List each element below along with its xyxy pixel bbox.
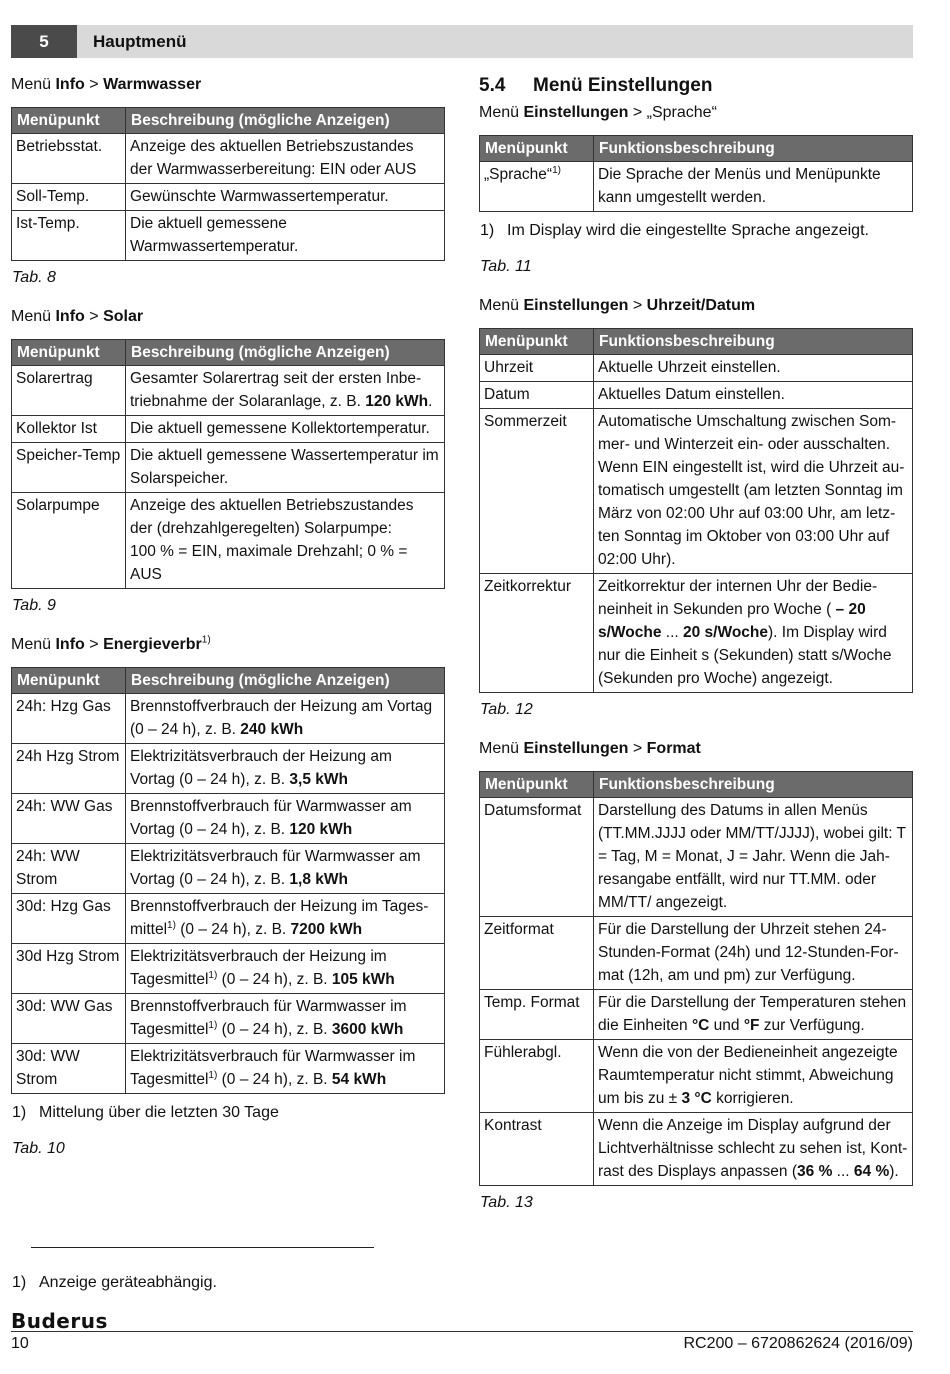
table-header-row [480, 329, 913, 355]
desc-value: 3600 kWh [331, 1021, 404, 1038]
table-row [480, 162, 913, 212]
menu-path-solar [11, 305, 445, 329]
col-header-menuepunkt: Menüpunkt [480, 329, 594, 355]
table-row [480, 574, 913, 693]
path-item: Warmwasser [103, 76, 202, 93]
desc-value: 36 % [797, 1163, 833, 1180]
desc-tail: ). Im Display wird nur die Einheit s (Sekunden) statt s/Woche (Sekunden pro Woche) angezeigt. [598, 624, 892, 687]
row-name: Speicher-Temp [12, 443, 126, 493]
row-desc [594, 574, 913, 693]
desc-value: 3 °C [681, 1090, 712, 1107]
table-row [480, 917, 913, 990]
table-row [12, 416, 445, 443]
table-header-row [480, 136, 913, 162]
footnote-marker: 1) [208, 1019, 218, 1031]
desc-text-b: (0 – 24 h), z. B. [217, 1021, 332, 1038]
table-row [480, 1040, 913, 1113]
footnote-number: 1) [12, 1274, 27, 1291]
path-separator: > [89, 308, 99, 325]
path-prefix: Menü [479, 104, 520, 121]
footnote-marker: 1) [208, 969, 218, 981]
desc-text: Brennstoffverbrauch für Warmwasser am Vortag (0 – 24 h), z. B. [130, 798, 412, 838]
table-caption: Tab. 8 [12, 269, 56, 286]
row-name: Soll-Temp. [12, 184, 126, 211]
section-heading [479, 73, 913, 99]
desc-text: Brennstoffverbrauch für Warmwasser im Tagesmittel [130, 998, 407, 1038]
desc-value: °C [691, 1017, 710, 1034]
desc-text: Brennstoffverbrauch der Heizung im Tagesmittel [130, 898, 429, 938]
footnote-marker: 1) [201, 634, 211, 646]
table-caption: Tab. 12 [480, 701, 533, 718]
row-name [480, 162, 594, 212]
row-name: 30d: WW Strom [12, 1044, 126, 1094]
desc-value-2: 20 s/Woche [683, 624, 769, 641]
table-caption: Tab. 13 [480, 1194, 533, 1211]
desc-text: Elektrizitätsverbrauch für Warmwasser im Tagesmittel [130, 1048, 416, 1088]
row-desc [594, 1040, 913, 1113]
row-name: Zeitformat [480, 917, 594, 990]
section-number: 5.4 [479, 75, 506, 96]
row-desc: Darstellung des Datums in allen Menüs (TT.MM.JJJJ oder MM/TT/JJJJ), wobei gilt: T = Tag, M = Monat, J = Jahr. Wenn die Jahresangabe entfällt, wird nur TT.MM. oder MM/TT/ angezeigt. [594, 798, 913, 917]
table-row [12, 944, 445, 994]
row-name: 24h: WW Strom [12, 844, 126, 894]
table-caption: Tab. 9 [12, 597, 56, 614]
row-desc: Gewünschte Warmwassertemperatur. [126, 184, 445, 211]
col-header-menuepunkt: Menüpunkt [480, 136, 594, 162]
table-footnote [480, 220, 913, 242]
col-header-beschreibung: Beschreibung (mögliche Anzeigen) [126, 108, 445, 134]
table-row [480, 382, 913, 409]
desc-text: Wenn die Anzeige im Display aufgrund der Lichtverhältnisse schlecht zu sehen ist, Kontrast des Displays anpassen ( [598, 1117, 908, 1180]
table-sprache [479, 135, 913, 212]
table-caption: Tab. 10 [12, 1140, 65, 1157]
table-row [480, 798, 913, 917]
desc-value: 1,8 kWh [289, 871, 348, 888]
row-name: 30d: WW Gas [12, 994, 126, 1044]
path-prefix: Menü [11, 308, 52, 325]
path-separator: > [632, 104, 643, 121]
table-row [480, 1113, 913, 1186]
col-header-funktion: Funktionsbeschreibung [594, 136, 913, 162]
path-menu: Einstellungen [523, 104, 629, 121]
row-desc: Für die Darstellung der Uhrzeit stehen 24-Stunden-Format (24h) und 12-Stunden-Format (12h, am und pm) zur Verfügung. [594, 917, 913, 990]
desc-text-b: (0 – 24 h), z. B. [217, 971, 332, 988]
path-separator: > [89, 76, 99, 93]
left-column [11, 73, 445, 1176]
path-separator: > [632, 297, 643, 314]
desc-text: Brennstoffverbrauch der Heizung am Vortag (0 – 24 h), z. B. [130, 698, 433, 738]
desc-text: Wenn die von der Bedieneinheit angezeigte Raumtemperatur nicht stimmt, Abweichung um bis zu ± [598, 1044, 898, 1107]
col-header-menuepunkt: Menüpunkt [480, 772, 594, 798]
table-row [12, 994, 445, 1044]
right-column [479, 73, 913, 1230]
desc-value: 54 kWh [331, 1071, 387, 1088]
desc-text-b: (0 – 24 h), z. B. [217, 1071, 332, 1088]
desc-value: 105 kWh [331, 971, 395, 988]
document-reference: RC200 – 6720862624 (2016/09) [683, 1335, 913, 1352]
row-name: Kollektor Ist [12, 416, 126, 443]
table-energie [11, 667, 445, 1094]
row-name: 24h: Hzg Gas [12, 694, 126, 744]
path-menu: Einstellungen [523, 297, 629, 314]
row-desc [126, 1044, 445, 1094]
desc-value: 120 kWh [365, 393, 429, 410]
row-name: Datumsformat [480, 798, 594, 917]
footnote-text: Im Display wird die eingestellte Sprache angezeigt. [507, 222, 869, 239]
menu-path-uhrzeit [479, 294, 913, 318]
row-name: Uhrzeit [480, 355, 594, 382]
desc-text: Für die Darstellung der Temperaturen stehen die Einheiten [598, 994, 907, 1034]
menu-path-energie [11, 633, 445, 657]
menu-path-warmwasser [11, 73, 445, 97]
desc-value-2: 64 % [853, 1163, 890, 1180]
desc-mid: ... [832, 1163, 854, 1180]
row-desc [126, 744, 445, 794]
section-title: Menü Einstellungen [533, 75, 713, 96]
table-row [12, 744, 445, 794]
path-prefix: Menü [479, 740, 520, 757]
table-row [12, 894, 445, 944]
path-menu: Info [55, 308, 85, 325]
footnote-text: Mittelung über die letzten 30 Tage [39, 1104, 279, 1121]
row-desc [126, 794, 445, 844]
row-desc [126, 894, 445, 944]
path-prefix: Menü [11, 636, 52, 653]
desc-text: Zeitkorrektur der internen Uhr der Bedieneinheit in Sekunden pro Woche ( [598, 578, 878, 618]
footnote-divider [31, 1247, 374, 1248]
table-row [12, 443, 445, 493]
table-header-row [12, 340, 445, 366]
footnote-number: 1) [480, 222, 495, 239]
table-caption: Tab. 11 [480, 258, 532, 275]
row-desc: Die aktuell gemessene Wassertemperatur im Solarspeicher. [126, 443, 445, 493]
row-name: Ist-Temp. [12, 211, 126, 261]
table-format [479, 771, 913, 1186]
desc-text: Elektrizitätsverbrauch der Heizung am Vortag (0 – 24 h), z. B. [130, 748, 392, 788]
chapter-header [11, 25, 913, 58]
desc-value: 240 kWh [240, 721, 304, 738]
table-row [12, 694, 445, 744]
path-prefix: Menü [11, 76, 52, 93]
row-desc [594, 1113, 913, 1186]
row-name: Datum [480, 382, 594, 409]
desc-tail: . [428, 393, 433, 410]
path-item: Solar [103, 308, 144, 325]
footer-divider [11, 1331, 913, 1332]
desc-value-2: °F [743, 1017, 760, 1034]
path-item: Uhrzeit/Datum [646, 297, 756, 314]
col-header-menuepunkt: Menüpunkt [12, 668, 126, 694]
table-row [12, 184, 445, 211]
row-name: Fühlerabgl. [480, 1040, 594, 1113]
table-uhrzeit [479, 328, 913, 693]
row-desc [126, 366, 445, 416]
table-solar [11, 339, 445, 589]
row-name: 30d: Hzg Gas [12, 894, 126, 944]
desc-tail: korrigieren. [711, 1090, 794, 1107]
table-row [12, 211, 445, 261]
table-row [12, 366, 445, 416]
col-header-beschreibung: Beschreibung (mögliche Anzeigen) [126, 668, 445, 694]
row-name: Zeitkorrektur [480, 574, 594, 693]
desc-value: 7200 kWh [290, 921, 363, 938]
desc-value: 3,5 kWh [289, 771, 348, 788]
menu-path-sprache [479, 101, 913, 125]
row-desc: Die aktuell gemessene Warmwassertemperatur. [126, 211, 445, 261]
table-row [12, 844, 445, 894]
path-menu: Einstellungen [523, 740, 629, 757]
col-header-beschreibung: Beschreibung (mögliche Anzeigen) [126, 340, 445, 366]
table-row [480, 990, 913, 1040]
table-header-row [480, 772, 913, 798]
table-row [480, 409, 913, 574]
row-name: Betriebsstat. [12, 134, 126, 184]
desc-value: – 20 s/Woche [598, 601, 866, 641]
row-name: Kontrast [480, 1113, 594, 1186]
page-number: 10 [11, 1335, 29, 1352]
row-desc: Aktuelle Uhrzeit einstellen. [594, 355, 913, 382]
desc-tail: ). [889, 1163, 899, 1180]
path-item: Energieverbr [103, 636, 202, 653]
row-desc [594, 990, 913, 1040]
row-desc [126, 493, 445, 589]
col-header-funktion: Funktionsbeschreibung [594, 329, 913, 355]
row-desc [126, 844, 445, 894]
table-row [480, 355, 913, 382]
chapter-number: 5 [11, 25, 77, 58]
desc-mid: und [709, 1017, 744, 1034]
row-name: 24h: WW Gas [12, 794, 126, 844]
path-menu: Info [55, 76, 85, 93]
row-name: Temp. Format [480, 990, 594, 1040]
table-row [12, 493, 445, 589]
row-name-text: „Sprache“ [484, 166, 553, 183]
desc-text: Gesamter Solarertrag seit der ersten Inbetriebnahme der Solaranlage, z. B. [130, 370, 422, 410]
table-header-row [12, 108, 445, 134]
row-desc: Automatische Umschaltung zwischen Sommer- und Winterzeit ein- oder ausschalten. Wenn EIN eingestellt ist, wird die Uhrzeit automatisch umgestellt (am letzten Sonntag im März von 02:00 Uhr auf 03:00 Uhr, am letzten Sonntag im Oktober von 03:00 Uhr auf 02:00 Uhr). [594, 409, 913, 574]
table-row [12, 1044, 445, 1094]
row-name: Sommerzeit [480, 409, 594, 574]
path-menu: Info [55, 636, 85, 653]
col-header-menuepunkt: Menüpunkt [12, 108, 126, 134]
desc-mid: ... [661, 624, 683, 641]
table-row [12, 794, 445, 844]
desc-value: 120 kWh [289, 821, 353, 838]
footnote-number: 1) [12, 1104, 27, 1121]
row-name: 24h Hzg Strom [12, 744, 126, 794]
col-header-funktion: Funktionsbeschreibung [594, 772, 913, 798]
menu-path-format [479, 737, 913, 761]
path-separator: > [632, 740, 643, 757]
row-name: Solarpumpe [12, 493, 126, 589]
desc-tail: zur Verfügung. [759, 1017, 865, 1034]
row-desc [126, 944, 445, 994]
table-warmwasser [11, 107, 445, 261]
table-row [12, 134, 445, 184]
desc-text: Elektrizitätsverbrauch für Warmwasser am Vortag (0 – 24 h), z. B. [130, 848, 421, 888]
row-desc [126, 994, 445, 1044]
row-desc [126, 694, 445, 744]
row-name: 30d Hzg Strom [12, 944, 126, 994]
chapter-title: Hauptmenü [93, 32, 187, 51]
row-name: Solarertrag [12, 366, 126, 416]
page-footnote [12, 1272, 217, 1294]
footnote-marker: 1) [552, 164, 561, 176]
row-desc: Die Sprache der Menüs und Menüpunkte kann umgestellt werden. [594, 162, 913, 212]
desc-text: Elektrizitätsverbrauch der Heizung im Tagesmittel [130, 948, 387, 988]
path-separator: > [89, 636, 99, 653]
path-item: „Sprache“ [646, 104, 717, 121]
row-desc: Die aktuell gemessene Kollektortemperatur. [126, 416, 445, 443]
table-header-row [12, 668, 445, 694]
col-header-menuepunkt: Menüpunkt [12, 340, 126, 366]
footnote-text: Anzeige geräteabhängig. [39, 1274, 217, 1291]
desc-text: Anzeige des aktuellen Betriebszustandes der (drehzahlgeregelten) Solarpumpe: [130, 497, 414, 537]
brand-logo: Buderus [11, 1309, 108, 1333]
row-desc: Anzeige des aktuellen Betriebszustandes der Warmwasserbereitung: EIN oder AUS [126, 134, 445, 184]
path-prefix: Menü [479, 297, 520, 314]
path-item: Format [646, 740, 701, 757]
desc-text-b: (0 – 24 h), z. B. [175, 921, 291, 938]
table-footnote [12, 1102, 445, 1124]
desc-text-2: 100 % = EIN, maximale Drehzahl; 0 % = AUS [130, 543, 408, 583]
footnote-marker: 1) [208, 1069, 218, 1081]
footnote-marker: 1) [167, 919, 176, 931]
row-desc: Aktuelles Datum einstellen. [594, 382, 913, 409]
